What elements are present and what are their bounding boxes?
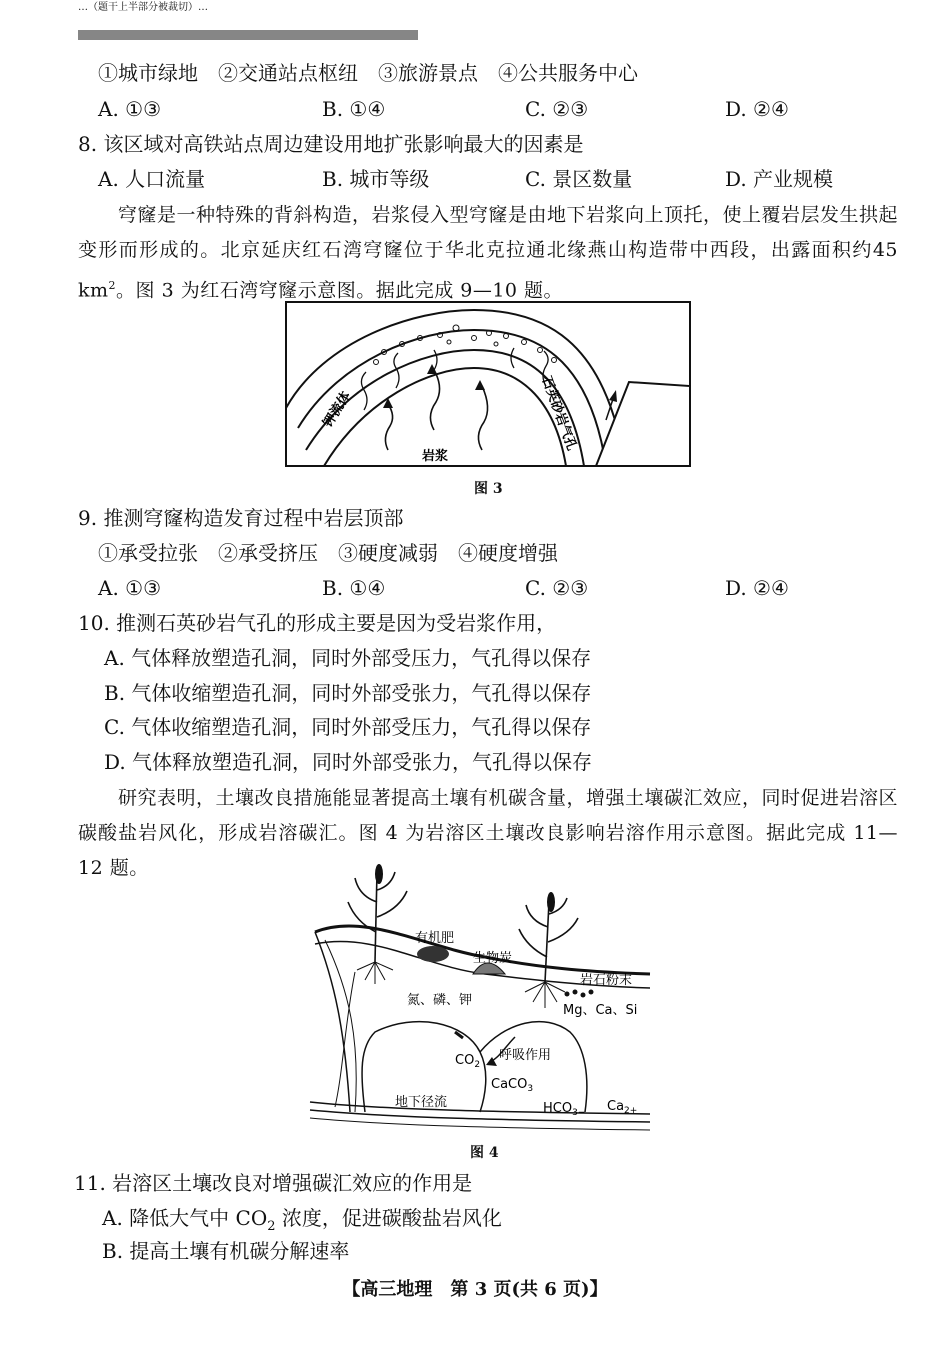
subscript: 2 (267, 1219, 276, 1234)
q8-option-b[interactable]: B. 城市等级 (322, 167, 430, 191)
q8-option-a[interactable]: A. 人口流量 (98, 167, 206, 191)
q9-option-a[interactable]: A. ①③ (98, 576, 162, 600)
q10-stem: 10. 推测石英砂岩气孔的形成主要是因为受岩浆作用， (78, 611, 557, 635)
passage-dome-text: 穹窿是一种特殊的背斜构造，岩浆侵入型穹窿是由地下岩浆向上顶托，使上覆岩层发生拱起变形而形成的。北京延庆红石湾穹窿位于华北克拉通北缘燕山构造带中西段，出露面积约45 km (78, 204, 899, 302)
label-co2: $CO_2$ (455, 1053, 481, 1070)
label-biochar: 生物炭 (473, 951, 513, 966)
q11-option-a[interactable] (102, 1205, 502, 1240)
label-rock-powder: 岩石粉末 (580, 973, 633, 988)
label-magma: 岩浆 (422, 449, 449, 464)
karst-soil-improvement-sketch (305, 862, 655, 1132)
dome-cross-section (284, 300, 694, 470)
q11-stem: 11. 岩溶区土壤改良对增强碳汇效应的作用是 (74, 1171, 473, 1195)
cropped-header-fragment: …（题干上半部分被裁切）… (78, 28, 438, 44)
label-hco3: $HCO_{3-}$ (543, 1101, 586, 1118)
q7-option-a[interactable]: A. ①③ (98, 97, 162, 121)
passage-dome-tail: 。图 3 为红石湾穹窿示意图。据此完成 9—10 题。 (116, 279, 564, 302)
q10-option-d[interactable]: D. 气体释放塑造孔洞，同时外部受张力，气孔得以保存 (104, 750, 593, 774)
cropped-text-strokes (78, 28, 438, 44)
q9-stem: 9. 推测穹窿构造发育过程中岩层顶部 (78, 506, 404, 530)
q8-option-d[interactable]: D. 产业规模 (725, 167, 834, 191)
q10-option-b[interactable]: B. 气体收缩塑造孔洞，同时外部受张力，气孔得以保存 (104, 681, 592, 705)
label-npk: 氮、磷、钾 (407, 993, 473, 1008)
passage-dome (78, 198, 898, 308)
label-mg-ca-si: Mg、Ca、Si (563, 1003, 638, 1018)
label-organic-fertilizer: 有机肥 (415, 931, 455, 946)
figure-3-caption: 图 3 (474, 481, 503, 497)
label-caco3: CaCO$_3$ (491, 1077, 534, 1094)
q9-option-d[interactable]: D. ②④ (725, 576, 789, 600)
superscript: 2 (108, 279, 117, 292)
q11-option-a-tail: 浓度，促进碳酸盐岩风化 (275, 1206, 502, 1230)
q9-option-b[interactable]: B. ①④ (322, 576, 386, 600)
q7-items: ①城市绿地 ②交通站点枢纽 ③旅游景点 ④公共服务中心 (98, 61, 638, 85)
q7-option-b[interactable]: B. ①④ (322, 97, 386, 121)
q11-option-a-text: A. 降低大气中 CO (102, 1206, 268, 1230)
figure-3-dome-diagram (284, 300, 694, 474)
q11-option-b[interactable]: B. 提高土壤有机碳分解速率 (102, 1239, 350, 1263)
passage-karst-text: 研究表明，土壤改良措施能显著提高土壤有机碳含量，增强土壤碳汇效应，同时促进岩溶区碳酸盐岩风化，形成岩溶碳汇。图 4 为岩溶区土壤改良影响岩溶作用示意图。据此完成 11—12 题。 (78, 787, 899, 879)
q9-items: ①承受拉张 ②承受挤压 ③硬度减弱 ④硬度增强 (98, 541, 558, 565)
figure-4-caption: 图 4 (470, 1145, 499, 1161)
q10-option-c[interactable]: C. 气体收缩塑造孔洞，同时外部受压力，气孔得以保存 (104, 715, 592, 739)
q7-option-c[interactable]: C. ②③ (525, 97, 589, 121)
label-ca-ion: $Ca_{2+}$ (607, 1099, 638, 1116)
q8-option-c[interactable]: C. 景区数量 (525, 167, 633, 191)
label-potassium-fluid: 钾流体 (320, 389, 355, 431)
q7-option-d[interactable]: D. ②④ (725, 97, 789, 121)
q9-option-c[interactable]: C. ②③ (525, 576, 589, 600)
q8-stem: 8. 该区域对高铁站点周边建设用地扩张影响最大的因素是 (78, 132, 584, 156)
q10-option-a[interactable]: A. 气体释放塑造孔洞，同时外部受压力，气孔得以保存 (104, 646, 592, 670)
label-quartz-sandstone-pores: 石英砂岩气孔 (538, 374, 580, 453)
figure-4-karst-diagram (305, 862, 655, 1136)
label-underground-runoff: 地下径流 (395, 1095, 448, 1110)
label-respiration: 呼吸作用 (499, 1048, 552, 1063)
page-footer: 【高三地理 第 3 页(共 6 页)】 (342, 1279, 608, 1300)
